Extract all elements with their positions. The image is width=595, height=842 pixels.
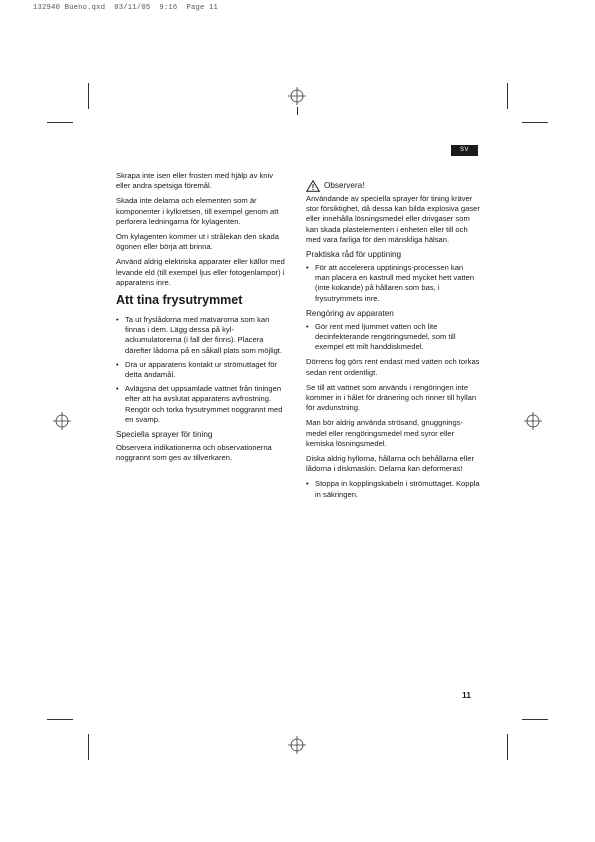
warning-text: Användande av speciella sprayer för tining kräver stor försiktighet, då dessa kan bilda explosiva gaser eller innehålla lösningsmedel eller drivgaser som kan skada plastelementen i enheten eller till och med vara farliga för den mänskliga hälsan. (306, 194, 480, 244)
subheading: Rengöring av apparaten (306, 308, 394, 318)
list-item: • Avlägsna det uppsamlade vattnet från tiningen efter att ha avslutat apparatens avfrostning. Rengör och torka frysutrymmet noggrannt med en svamp. (116, 384, 288, 425)
cleaning-paragraph: Diska aldrig hyllorna, hållarna och behållarna eller lådorna i diskmaskin. Delarna kan deformeras! (306, 454, 475, 474)
crop-mark (522, 122, 548, 123)
right-column (306, 180, 480, 505)
left-column (116, 171, 288, 468)
warning-header (306, 180, 480, 192)
crop-mark (47, 719, 73, 720)
crop-mark (88, 83, 89, 109)
intro-paragraph: Om kylagenten kommer ut i strålekan den skada ögonen eller börja att brinna. (116, 232, 279, 252)
center-tick (297, 107, 298, 115)
list-item: • För att accelerera upptinings-processen kan man placera en kastrull med mycket hett vatten (inte kokande) på hållaren som bas, i frysutrymmets inre. (306, 263, 480, 304)
registration-mark-icon (524, 412, 542, 430)
page-number: 11 (462, 690, 471, 700)
warning-triangle-icon (306, 180, 320, 192)
final-steps-list (306, 479, 480, 499)
warning-title: Observera! (324, 180, 365, 190)
subheading: Speciella sprayer för tining (116, 430, 213, 440)
registration-mark-icon (288, 736, 306, 754)
cleaning-list (306, 322, 480, 353)
crop-mark (47, 122, 73, 123)
crop-mark (88, 734, 89, 760)
language-badge: SV (451, 145, 478, 156)
list-item: • Ta ut fryslådorna med matvarorna som kan finnas i dem. Lägg dessa på kyl-ackumulatorerna (i fall der finns). Placera därefter lådorna på en såkall plats som möjligt. (116, 315, 288, 356)
crop-mark (507, 734, 508, 760)
cleaning-paragraph: Se till att vattnet som används i rengöringen inte kommer in i hålet för dränering och rinner till hyllan för avdunstning. (306, 382, 477, 413)
registration-mark-icon (53, 412, 71, 430)
intro-paragraph: Använd aldrig elektriska apparater eller källor med levande eld (till exempel ljus eller fotogenlampor) i apparatens inre. (116, 257, 285, 287)
defrost-steps-list (116, 315, 288, 425)
intro-paragraph: Skrapa inte isen eller frosten med hjälp av kniv eller andra spetsiga föremål. (116, 171, 274, 191)
crop-mark (507, 83, 508, 109)
subheading: Praktiska råd för upptining (306, 250, 402, 260)
intro-paragraph: Skada inte delarna och elementen som är komponenter i kylkretsen, till exempel genom att perforera ledningarna för kylagenten. (116, 196, 279, 226)
closing-paragraph: Observera indikationerna och observationerna noggrannt som ges av tillverkaren. (116, 443, 272, 463)
print-slug: 132940 Bueno.qxd 03/11/05 9:16 Page 11 (33, 4, 219, 12)
section-heading: Att tina frysutrymmet (116, 293, 243, 308)
defrost-tips-list (306, 263, 480, 304)
crop-mark (522, 719, 548, 720)
list-item: • Stoppa in kopplingskabeln i strömuttaget. Koppla in säkringen. (306, 479, 480, 499)
list-item: • Gör rent med ljummet vatten och lite decinfekterande rengöringsmedel, som till exempel ett milt handdiskmedel. (306, 322, 480, 353)
cleaning-paragraph: Man bör aldrig använda strösand, gnuggnings-medel eller rengöringsmedel med syror eller kemiska lösningsmedel. (306, 418, 464, 448)
list-item: • Dra ur apparatens kontakt ur strömuttaget för detta ändamål. (116, 360, 288, 380)
cleaning-paragraph: Dörrens fog görs rent endast med vatten och torkas sedan rent ordentligt. (306, 357, 480, 377)
registration-mark-icon (288, 87, 306, 105)
